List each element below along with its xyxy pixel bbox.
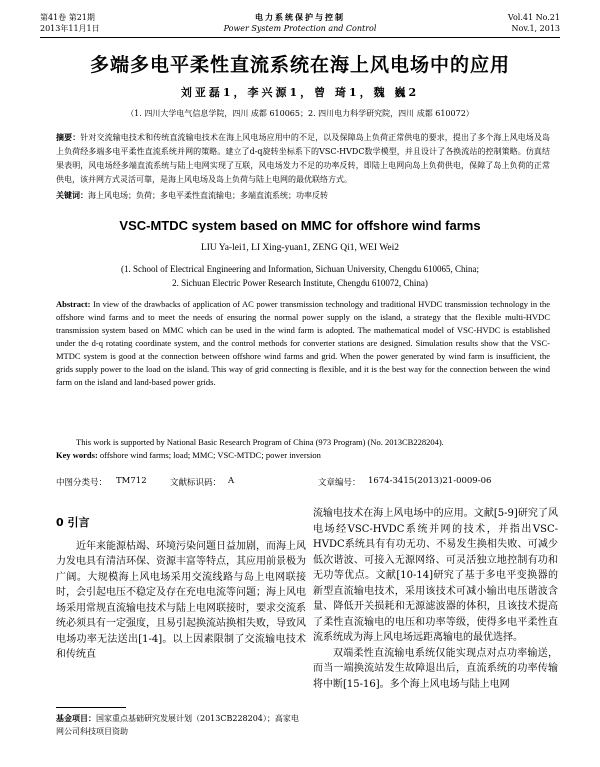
abstract-cn (56, 130, 550, 187)
keywords-en (56, 450, 550, 460)
journal-name (40, 12, 560, 34)
affiliations-en (30, 262, 570, 290)
affiliation-en-2: 2. Sichuan Electric Power Research Institute, Chengdu 610072, China) (172, 278, 428, 288)
article-id-value: 1674-3415(2013)21-0009-06 (368, 476, 492, 486)
abstract-en-text: In view of the drawbacks of application of AC power transmission technology and traditional HVDC transmission technology in the offshore wind farms and to meet the needs of ensuring the normal power supply on the island, a strategy that the flexible multi-HVDC transmission system based on MMC which can be used in the wind farm is adopted. The mathematical model of VSC-HVDC is established under the d-q rotating coordinate system, and the control methods for converter stations are designed. Simulation results show that the VSC-MTDC system is good at the connection between offshore wind farms and grid. When the power generated by wind farm is insufficient, the grids supply power to the load on the island. This way of grid connecting is flexible, and it is the best way for the connection between the wind farm on the island and land-based power grids. (56, 299, 551, 387)
journal-name-en: Power System Protection and Control (223, 24, 377, 33)
footnote-text: 国家重点基础研究发展计划（2013CB228204）；高家电网公司科技项目资助 (56, 714, 299, 736)
footnote-rule (56, 707, 126, 708)
journal-name-cn: 电力系统保护与控制 (255, 13, 345, 22)
right-paragraph-2: 双端柔性直流输电系统仅能实现点对点功率输送，而当一端换流站发生故障退出后，直流系统的功率传输将中断[15-16]。多个海上风电场与陆上电网 (313, 647, 558, 690)
footnote-label: 基金项目： (56, 713, 96, 723)
date-en: Nov.1, 2013 (511, 24, 560, 33)
keywords-cn-text: 海上风电场；负荷；多电平柔性直流输电；多端直流系统；功率反转 (88, 191, 328, 200)
keywords-en-text: offshore wind farms; load; MMC; VSC-MTDC; power inversion (99, 450, 321, 460)
abstract-en (56, 298, 550, 389)
header-rule (40, 37, 560, 38)
date-cn: 2013年11月1日 (40, 24, 100, 33)
keywords-cn-label: 关键词： (56, 190, 88, 200)
paper-title-cn: 多端多电平柔性直流系统在海上风电场中的应用 (89, 54, 510, 76)
abstract-cn-text: 针对交流输电技术和传统直流输电技术在海上风电场应用中的不足，以及保障岛上负荷正常供电的要求，提出了多个海上风电场及岛上负荷经多端多电平柔性直流系统并网的策略。建立了d-q旋转坐标系下的VSC-HVDC数学模型，并且设计了各换流站的控制策略。仿真结果表明，风电场经多端直流系统与陆上电网实现了互联，风电场发力不足的功率反转，即陆上电网向岛上负荷供电，保障了岛上负荷的正常供电，该并网方式灵活可靠，是海上风电场及岛上负荷与陆上电网的最优联络方式。 (56, 133, 551, 184)
running-header (40, 12, 560, 42)
intro-paragraph-1: 近年来能源枯竭、环境污染问题日益加剧，而海上风力发电具有清洁环保、资源丰富等特点，其应用前景极为广阔。大规模海上风电场采用交流线路与岛上电网联接时，会引起电压不稳定及存在充电电流等问题；海上风电场采用常规直流输电技术与陆上电网联接时，要求交流系统必须具有一定强度，且易引起换流站换相失败，导致风电场功率无法送出[1-4]。以上因素限制了交流输电技术和传统直 (56, 540, 306, 660)
authors-en: LIU Ya-lei1, LI Xing-yuan1, ZENG Qi1, WEI Wei2 (200, 243, 400, 253)
body-column-right (313, 506, 558, 692)
body-column-left (56, 509, 306, 663)
clc-label: 中图分类号： (56, 478, 108, 488)
keywords-cn (56, 190, 550, 201)
paper-title-en: VSC-MTDC system based on MMC for offshore wind farms (119, 218, 481, 233)
volume-issue-en: Vol.41 No.21 (507, 13, 560, 22)
keywords-en-label: Key words: (56, 450, 98, 460)
article-id-label: 文章编号： (318, 478, 361, 488)
authors-cn: 刘亚磊1，李兴源1，曾 琦1，魏 巍2 (180, 86, 420, 99)
volume-issue-cn: 第41卷 第21期 (40, 13, 95, 22)
doc-code-value: A (228, 476, 235, 486)
journal-volume-en (508, 12, 560, 34)
section-heading-intro: 0 引言 (56, 516, 90, 529)
affiliation-en-1: (1. School of Electrical Engineering and Information, Sichuan University, Chengdu 610065, China; (120, 264, 480, 274)
abstract-cn-label: 摘要： (56, 132, 81, 142)
clc-value: TM712 (116, 476, 147, 486)
right-paragraph-1: 流输电技术在海上风电场中的应用。文献[5-9]研究了风电场经VSC-HVDC系统并网的技术，并指出VSC-HVDC系统具有有功无功、不易发生换相失败、可减少低次谐波、可接入无源网络、可灵活独立地控制有功和无功等优点。文献[10-14]研究了基于多电平变换器的新型直流输电技术，采用该技术可减小输出电压谐波含量、降低开关损耗和无源滤波器的体积，且该技术提高了柔性直流输电的电压和功率等级，使得多电平柔性直流系统成为海上风电场远距离输电的最优选择。 (313, 508, 558, 643)
abstract-en-label: Abstract: (56, 299, 91, 309)
affiliations-cn: （1. 四川大学电气信息学院，四川 成都 610065；2. 四川电力科学研究院，四川 成都 610072） (126, 109, 474, 118)
doc-code-label: 文献标识码： (170, 478, 222, 488)
funding-statement-en: This work is supported by National Basic Research Program of China (973 Program) (No. 2013CB228204). (76, 437, 444, 447)
footnote (56, 707, 306, 738)
